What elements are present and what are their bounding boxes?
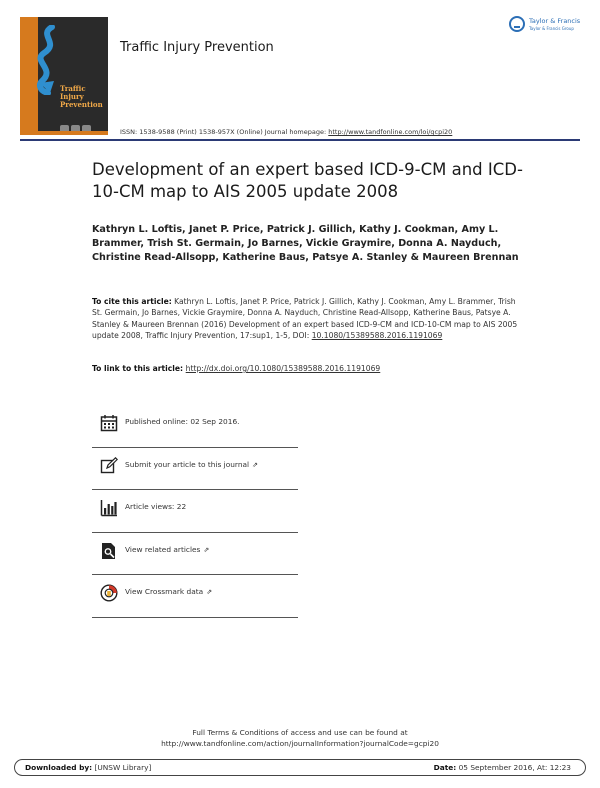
download-date-label: Date: — [433, 763, 457, 772]
published-online-text: Published online: 02 Sep 2016. — [125, 417, 240, 426]
crossmark-link[interactable] — [125, 587, 212, 596]
info-item-crossmark[interactable] — [92, 575, 298, 618]
cover-title — [60, 85, 104, 109]
journal-name: Traffic Injury Prevention — [120, 40, 274, 55]
publisher-subtitle: Taylor & Francis Group — [529, 26, 574, 31]
related-articles-label: View related articles — [125, 544, 201, 554]
publisher-name: Taylor & Francis — [529, 17, 581, 25]
edit-icon — [100, 457, 118, 475]
journal-homepage-link[interactable]: http://www.tandfonline.com/loi/gcpi20 — [328, 128, 453, 136]
downloaded-by-value: [UNSW Library] — [92, 763, 152, 772]
terms-line: Full Terms & Conditions of access and use can be found at — [192, 728, 408, 737]
article-doi-url[interactable]: http://dx.doi.org/10.1080/15389588.2016.1191069 — [185, 364, 381, 373]
terms-url[interactable]: http://www.tandfonline.com/action/journalInformation?journalCode=gcpi20 — [161, 739, 439, 748]
citation-block — [92, 296, 522, 341]
article-link-label: To link to this article: — [92, 364, 186, 373]
submit-article-link[interactable] — [125, 460, 258, 469]
article-info-list — [92, 405, 298, 618]
external-link-icon: ⇗ — [206, 588, 213, 596]
crossmark-icon — [100, 584, 118, 602]
header-rule — [20, 139, 580, 141]
article-authors: Kathryn L. Loftis, Janet P. Price, Patrick J. Gillich, Kathy J. Cookman, Amy L. Brammer, Trish St. Germain, Jo Barnes, Vickie Graymire, Donna A. Nayduch, Christine Read-Allsopp, Katherine Baus, Patsye A. Stanley & Maureen Brennan — [92, 224, 519, 264]
issn-line — [120, 128, 452, 136]
issn-text: ISSN: 1538-9588 (Print) 1538-957X (Online) Journal homepage: — [120, 128, 329, 136]
cover-footer-strip — [20, 131, 108, 135]
cover-title-line: Injury — [60, 92, 84, 101]
download-bar — [14, 759, 586, 776]
citation-text: Kathryn L. Loftis, Janet P. Price, Patrick J. Gillich, Kathy J. Cookman, Amy L. Brammer, Trish St. Germain, Jo Barnes, Vickie Graymire, Donna A. Nayduch, Christine Read-Allsopp, Katherine Baus, Patsye A. Stanley & Maureen Brennan (2016) Development of an expert based ICD-9-CM and ICD-10-CM map to AIS 2005 update 2008, Traffic Injury Prevention, 17:sup1, 1-5, DOI: — [92, 297, 518, 340]
info-item-views — [92, 490, 298, 533]
publisher-logo[interactable] — [509, 16, 585, 34]
external-link-icon: ⇗ — [252, 460, 258, 469]
bar-chart-icon — [100, 499, 118, 517]
article-views-text: Article views: 22 — [125, 502, 187, 511]
info-item-submit[interactable] — [92, 448, 298, 491]
downloaded-by-label: Downloaded by: — [25, 763, 93, 772]
terms-note — [20, 727, 580, 749]
cover-society-logos — [60, 119, 104, 129]
crossmark-label: View Crossmark data — [125, 587, 204, 596]
search-document-icon — [100, 542, 118, 560]
external-link-icon: ⇗ — [203, 545, 210, 554]
citation-label: To cite this article: — [92, 297, 172, 306]
download-date — [434, 763, 571, 772]
cover-title-line: Traffic — [60, 84, 86, 93]
calendar-icon — [100, 414, 118, 432]
article-link-line — [92, 364, 522, 373]
download-date-value: 05 September 2016, At: 12:23 — [456, 763, 571, 772]
info-item-published — [92, 405, 298, 448]
cover-title-line: Prevention — [60, 100, 103, 109]
journal-cover — [20, 17, 108, 135]
downloaded-by — [25, 763, 151, 772]
article-title: Development of an expert based ICD-9-CM and ICD-10-CM map to AIS 2005 update 2008 — [92, 160, 523, 201]
info-item-related[interactable] — [92, 533, 298, 576]
related-articles-link[interactable] — [125, 545, 209, 554]
publisher-logo-icon — [509, 16, 525, 32]
submit-article-label: Submit your article to this journal — [125, 459, 250, 469]
citation-doi-link[interactable]: 10.1080/15389588.2016.1191069 — [311, 330, 443, 340]
